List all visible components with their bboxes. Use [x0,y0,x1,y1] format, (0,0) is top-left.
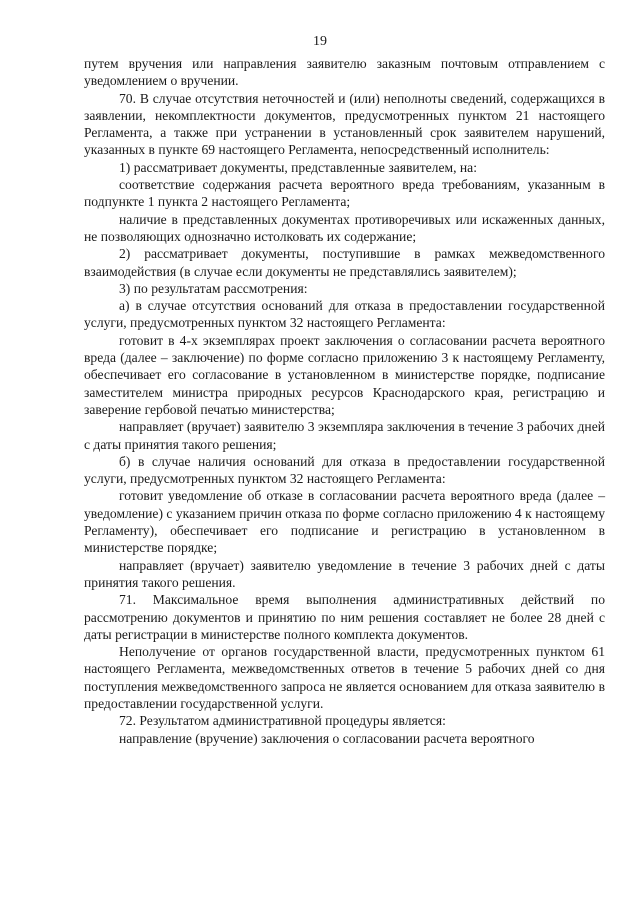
paragraph: 2) рассматривает документы, поступившие в рамках межведомственного взаимодействия (в случае если документы не представлялись заявителем); [84,246,605,279]
page-number: 19 [313,34,327,49]
paragraph: готовит в 4-х экземплярах проект заключения о согласовании расчета вероятного вреда (далее – заключение) по форме согласно приложению 3 к настоящему Регламенту, обеспечивает его согласование в установленном в министерстве порядке, подписание заместителем министра природных ресурсов Краснодарского края, регистрацию и заверение гербовой печатью министерства; [84,332,605,417]
paragraph: 70. В случае отсутствия неточностей и (или) неполноты сведений, содержащихся в заявлении, некомплектности документов, предусмотренных пунктом 21 настоящего Регламента, а также при устранении в установленный срок заявителем нарушений, указанных в пункте 69 настоящего Регламента, непосредственный исполнитель: [84,90,605,158]
paragraph: путем вручения или направления заявителю заказным почтовым отправлением с уведомлением о вручении. [84,56,605,89]
paragraph: 71. Максимальное время выполнения административных действий по рассмотрению документов и принятию по ним решения составляет не более 28 дней с даты регистрации в министерстве полного комплекта документов. [84,592,605,642]
paragraph: направляет (вручает) заявителю 3 экземпляра заключения в течение 3 рабочих дней с даты принятия такого решения; [84,419,605,452]
paragraph: направление (вручение) заключения о согласовании расчета вероятного [119,730,535,746]
paragraph: 3) по результатам рассмотрения: [119,280,308,296]
paragraph: наличие в представленных документах противоречивых или искаженных данных, не позволяющих однозначно истолковать их содержание; [84,211,605,244]
paragraph: Неполучение от органов государственной власти, предусмотренных пунктом 61 настоящего Регламента, межведомственных ответов в течение 5 рабочих дней со дня поступления межведомственного запроса не является основанием для отказа заявителю в предоставлении государственной услуги. [84,644,605,711]
paragraph: 72. Результатом административной процедуры является: [119,713,446,729]
paragraph: направляет (вручает) заявителю уведомление в течение 3 рабочих дней с даты принятия такого решения. [84,557,605,590]
paragraph: б) в случае наличия оснований для отказа в предоставлении государственной услуги, предусмотренных пунктом 32 настоящего Регламента: [84,453,605,487]
paragraph: а) в случае отсутствия оснований для отказа в предоставлении государственной услуги, предусмотренных пунктом 32 настоящего Регламента: [84,298,605,331]
paragraph: 1) рассматривает документы, представленные заявителем, на: [119,159,477,175]
paragraph: готовит уведомление об отказе в согласовании расчета вероятного вреда (далее – уведомление) с указанием причин отказа по форме согласно приложению 4 к настоящему Регламенту), обеспечивает его подписание и регистрацию в установленном в министерстве порядке; [84,488,605,556]
paragraph: соответствие содержания расчета вероятного вреда требованиям, указанным в подпункте 1 пункта 2 настоящего Регламента; [84,177,605,210]
body-text [84,55,605,747]
